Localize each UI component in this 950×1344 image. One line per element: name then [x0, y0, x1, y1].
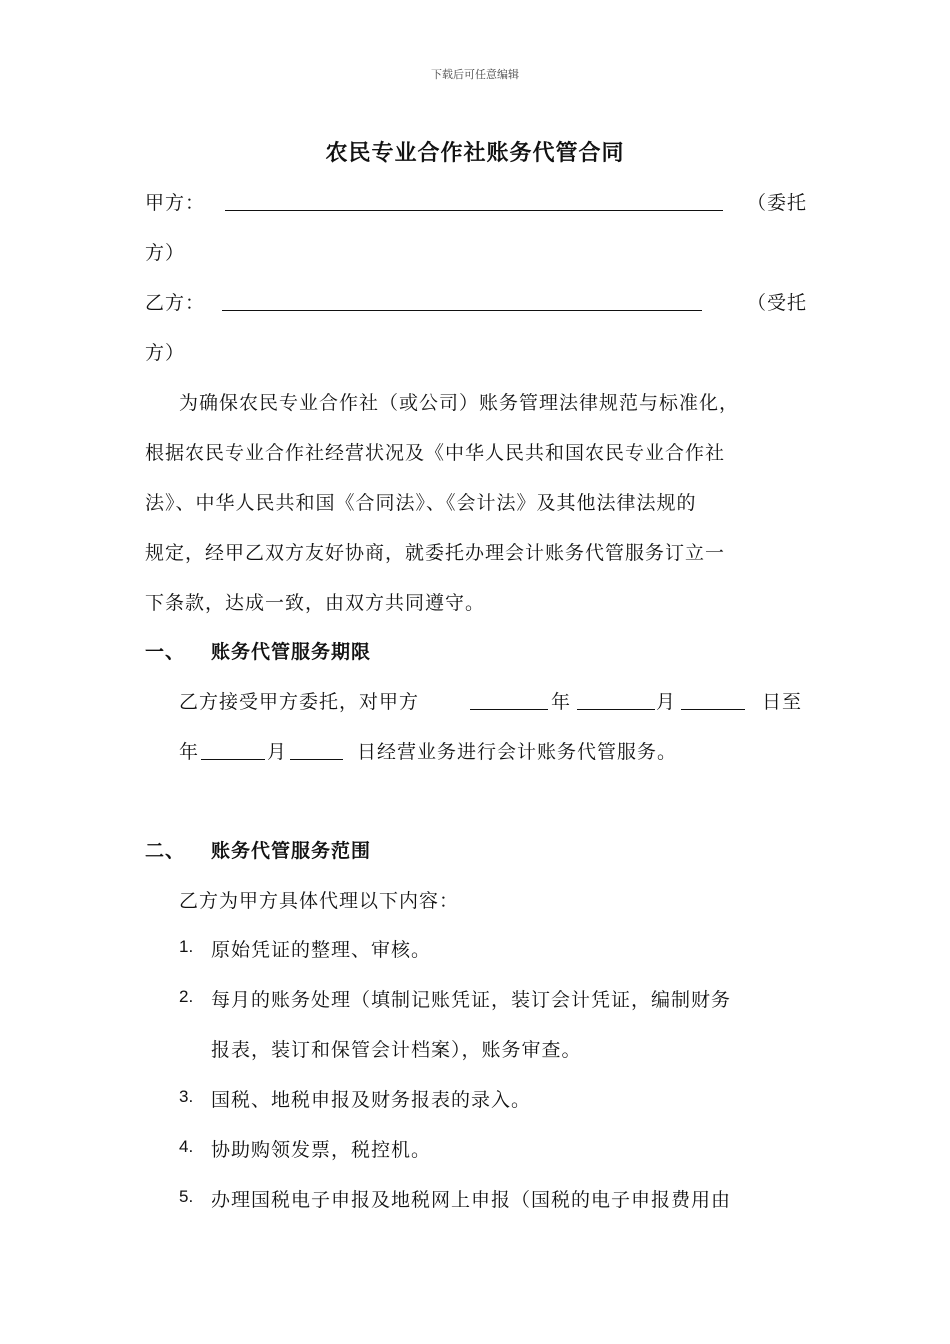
section1-number: 一、 [145, 641, 186, 663]
list-item-1-number: 1. [179, 937, 194, 956]
start-day-to-label: 日至 [762, 691, 803, 713]
party-a-role-line2: 方） [145, 242, 186, 264]
list-item-2-number: 2. [179, 987, 194, 1006]
start-day-blank[interactable] [681, 709, 745, 710]
section2-heading: 账务代管服务范围 [211, 840, 372, 862]
list-item-1-text: 原始凭证的整理、审核。 [211, 939, 432, 961]
intro-line-5: 下条款，达成一致，由双方共同遵守。 [145, 592, 486, 614]
page-header-note: 下载后可任意编辑 [431, 68, 519, 81]
intro-line-4: 规定，经甲乙双方友好协商，就委托办理会计账务代管服务订立一 [145, 542, 726, 564]
section2-number: 二、 [145, 840, 186, 862]
section1-heading: 账务代管服务期限 [211, 641, 372, 663]
party-b-role-line1: （受托 [747, 292, 808, 314]
party-b-role-line2: 方） [145, 342, 186, 364]
section1-line1-prefix: 乙方接受甲方委托，对甲方 [179, 691, 420, 713]
party-a-role-line1: （委托 [747, 192, 808, 214]
list-item-4-number: 4. [179, 1137, 194, 1156]
list-item-5-text: 办理国税电子申报及地税网上申报（国税的电子申报费用由 [211, 1189, 732, 1211]
list-item-3-number: 3. [179, 1087, 194, 1106]
document-title: 农民专业合作社账务代管合同 [325, 140, 625, 166]
end-year-blank[interactable] [201, 759, 265, 760]
intro-line-1: 为确保农民专业合作社（或公司）账务管理法律规范与标准化， [179, 392, 740, 414]
list-item-5-number: 5. [179, 1187, 194, 1206]
list-item-2-text: 每月的账务处理（填制记账凭证，装订会计凭证，编制财务 [211, 989, 732, 1011]
end-year-label: 年 [179, 741, 200, 763]
list-item-4-text: 协助购领发票，税控机。 [211, 1139, 432, 1161]
section2-intro: 乙方为甲方具体代理以下内容： [179, 890, 460, 912]
intro-line-2: 根据农民专业合作社经营状况及《中华人民共和国农民专业合作社 [145, 442, 726, 464]
start-year-blank[interactable] [470, 709, 548, 710]
start-month-blank[interactable] [577, 709, 655, 710]
list-item-3-text: 国税、地税申报及财务报表的录入。 [211, 1089, 532, 1111]
section1-line2-suffix: 日经营业务进行会计账务代管服务。 [357, 741, 678, 763]
end-month-label: 月 [267, 741, 288, 763]
party-a-label: 甲方： [145, 192, 206, 214]
end-month-blank[interactable] [290, 759, 343, 760]
start-year-label: 年 [551, 691, 572, 713]
party-b-blank[interactable] [222, 310, 702, 311]
intro-line-3: 法》、中华人民共和国《合同法》、《会计法》及其他法律法规的 [145, 492, 697, 514]
list-item-2-continuation: 报表，装订和保管会计档案），账务审查。 [211, 1039, 582, 1061]
party-a-blank[interactable] [225, 210, 723, 211]
party-b-label: 乙方： [145, 292, 206, 314]
start-month-label: 月 [656, 691, 677, 713]
